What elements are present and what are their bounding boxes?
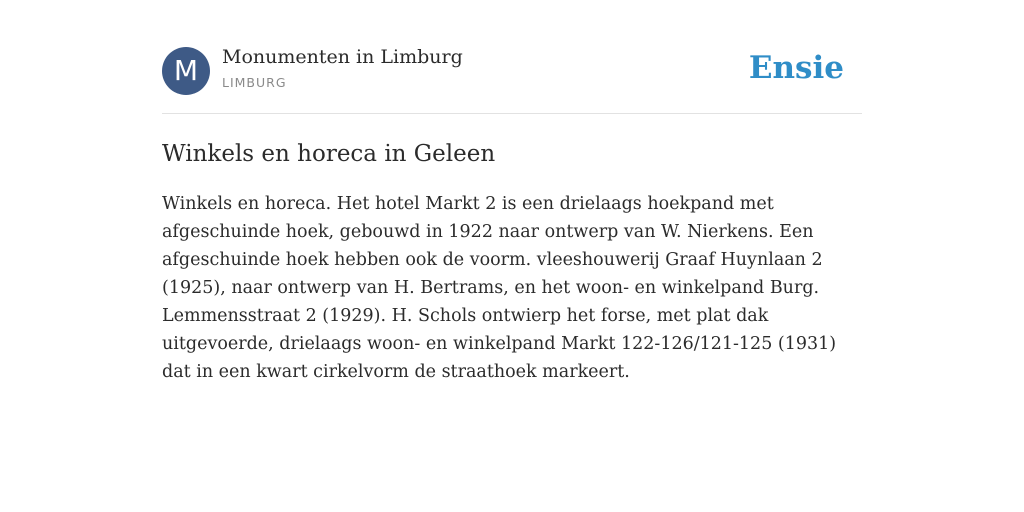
source-title[interactable]: Monumenten in Limburg — [222, 46, 463, 68]
source-avatar[interactable]: M — [162, 47, 210, 95]
article-title: Winkels en horeca in Geleen — [162, 141, 496, 167]
ensie-logo[interactable]: Ensie — [748, 50, 844, 86]
definition-card — [162, 40, 862, 386]
source-category[interactable]: LIMBURG — [222, 75, 287, 90]
article-body: Winkels en horeca. Het hotel Markt 2 is een drielaags hoekpand met afgeschuinde hoek, gebouwd in 1922 naar ontwerp van W. Nierkens. Een afgeschuinde hoek hebben ook de voorm. vleeshouwerij Graaf Huynlaan 2 (1925), naar ontwerp van H. Bertrams, en het woon- en winkelpand Burg. Lemmensstraat 2 (1929). H. Schols ontwierp het forse, met plat dak uitgevoerde, drielaags woon- en winkelpand Markt 122-126/121-125 (1931) dat in een kwart cirkelvorm de straathoek markeert. — [162, 194, 837, 382]
card-header — [162, 40, 862, 114]
